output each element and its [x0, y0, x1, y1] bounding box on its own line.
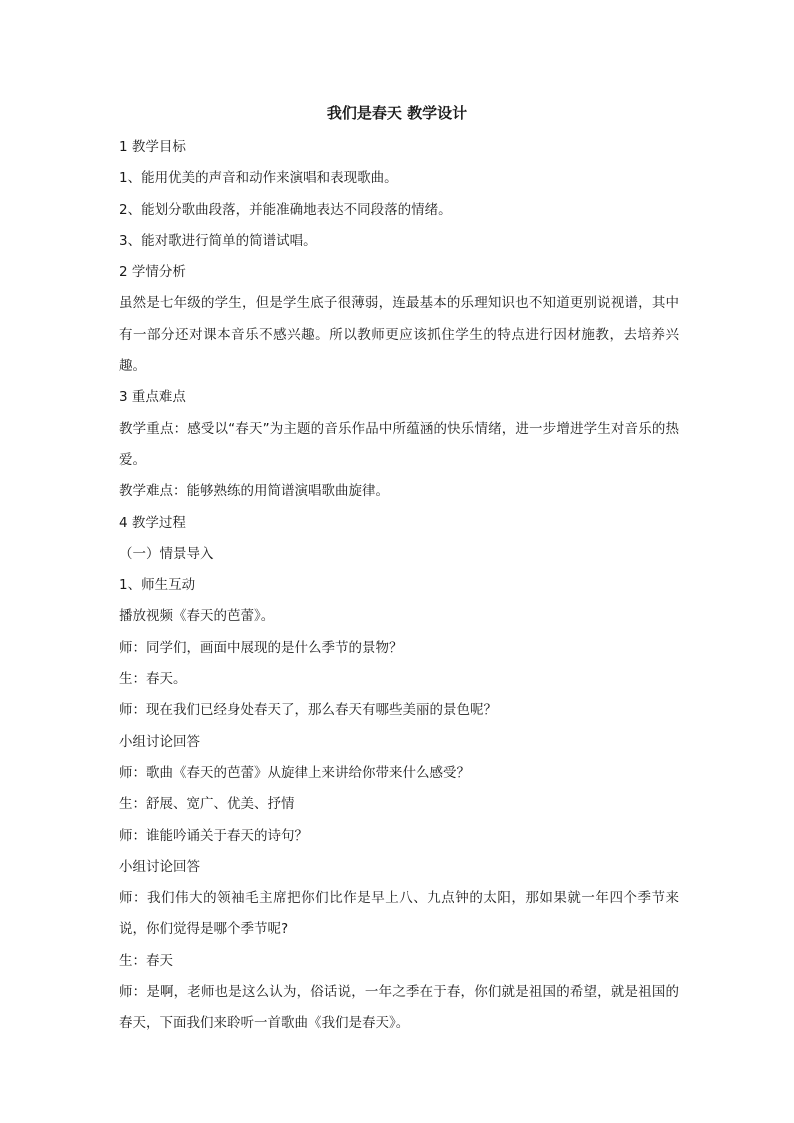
dialogue-line: 小组讨论回答 [119, 858, 200, 875]
objective-item-1: 1、能用优美的声音和动作来演唱和表现歌曲。 [119, 170, 398, 187]
section-heading-process: 4 教学过程 [119, 514, 186, 531]
dialogue-line: 生：舒展、宽广、优美、抒情 [119, 796, 295, 813]
difficult-point-line: 教学难点：能够熟练的用简谱演唱歌曲旋律。 [119, 483, 389, 500]
key-point-paragraph: 教学重点：感受以“春天”为主题的音乐作品中所蕴涵的快乐情绪，进一步增进学生对音乐的热爱。 [119, 420, 679, 468]
dialogue-line: 师：现在我们已经身处春天了，那么春天有哪些美丽的景色呢？ [119, 702, 497, 719]
section-heading-key-points: 3 重点难点 [119, 389, 186, 406]
step-heading-interaction: 1、师生互动 [119, 577, 196, 594]
section-heading-student-analysis: 2 学情分析 [119, 264, 186, 281]
objective-item-2: 2、能划分歌曲段落，并能准确地表达不同段落的情绪。 [119, 201, 452, 218]
dialogue-line: 师：同学们，画面中展现的是什么季节的景物？ [119, 639, 403, 656]
dialogue-line: 播放视频《春天的芭蕾》。 [119, 608, 275, 625]
dialogue-line: 师：谁能吟诵关于春天的诗句？ [119, 827, 308, 844]
dialogue-line: 师：歌曲《春天的芭蕾》从旋律上来讲给你带来什么感受？ [119, 764, 470, 781]
dialogue-paragraph: 师：我们伟大的领袖毛主席把你们比作是早上八、九点钟的太阳，那如果就一年四个季节来说，你们觉得是哪个季节呢? [119, 890, 679, 938]
objective-item-3: 3、能对歌进行简单的简谱试唱。 [119, 232, 317, 249]
dialogue-paragraph: 师：是啊，老师也是这么认为，俗话说，一年之季在于春，你们就是祖国的希望，就是祖国的春天，下面我们来聆听一首歌曲《我们是春天》。 [119, 984, 679, 1032]
dialogue-line: 生：春天 [119, 952, 173, 969]
section-heading-objectives: 1 教学目标 [119, 139, 186, 155]
dialogue-line: 生：春天。 [119, 671, 187, 688]
student-analysis-paragraph: 虽然是七年级的学生，但是学生底子很薄弱，连最基本的乐理知识也不知道更别说视谱，其中有一部分还对课本音乐不感兴趣。所以教师更应该抓住学生的特点进行因材施教，去培养兴趣。 [119, 295, 679, 375]
subsection-heading-intro: （一）情景导入 [119, 545, 214, 562]
dialogue-line: 小组讨论回答 [119, 733, 200, 750]
document-title: 我们是春天 教学设计 [326, 104, 468, 122]
document-body [119, 132, 679, 1040]
